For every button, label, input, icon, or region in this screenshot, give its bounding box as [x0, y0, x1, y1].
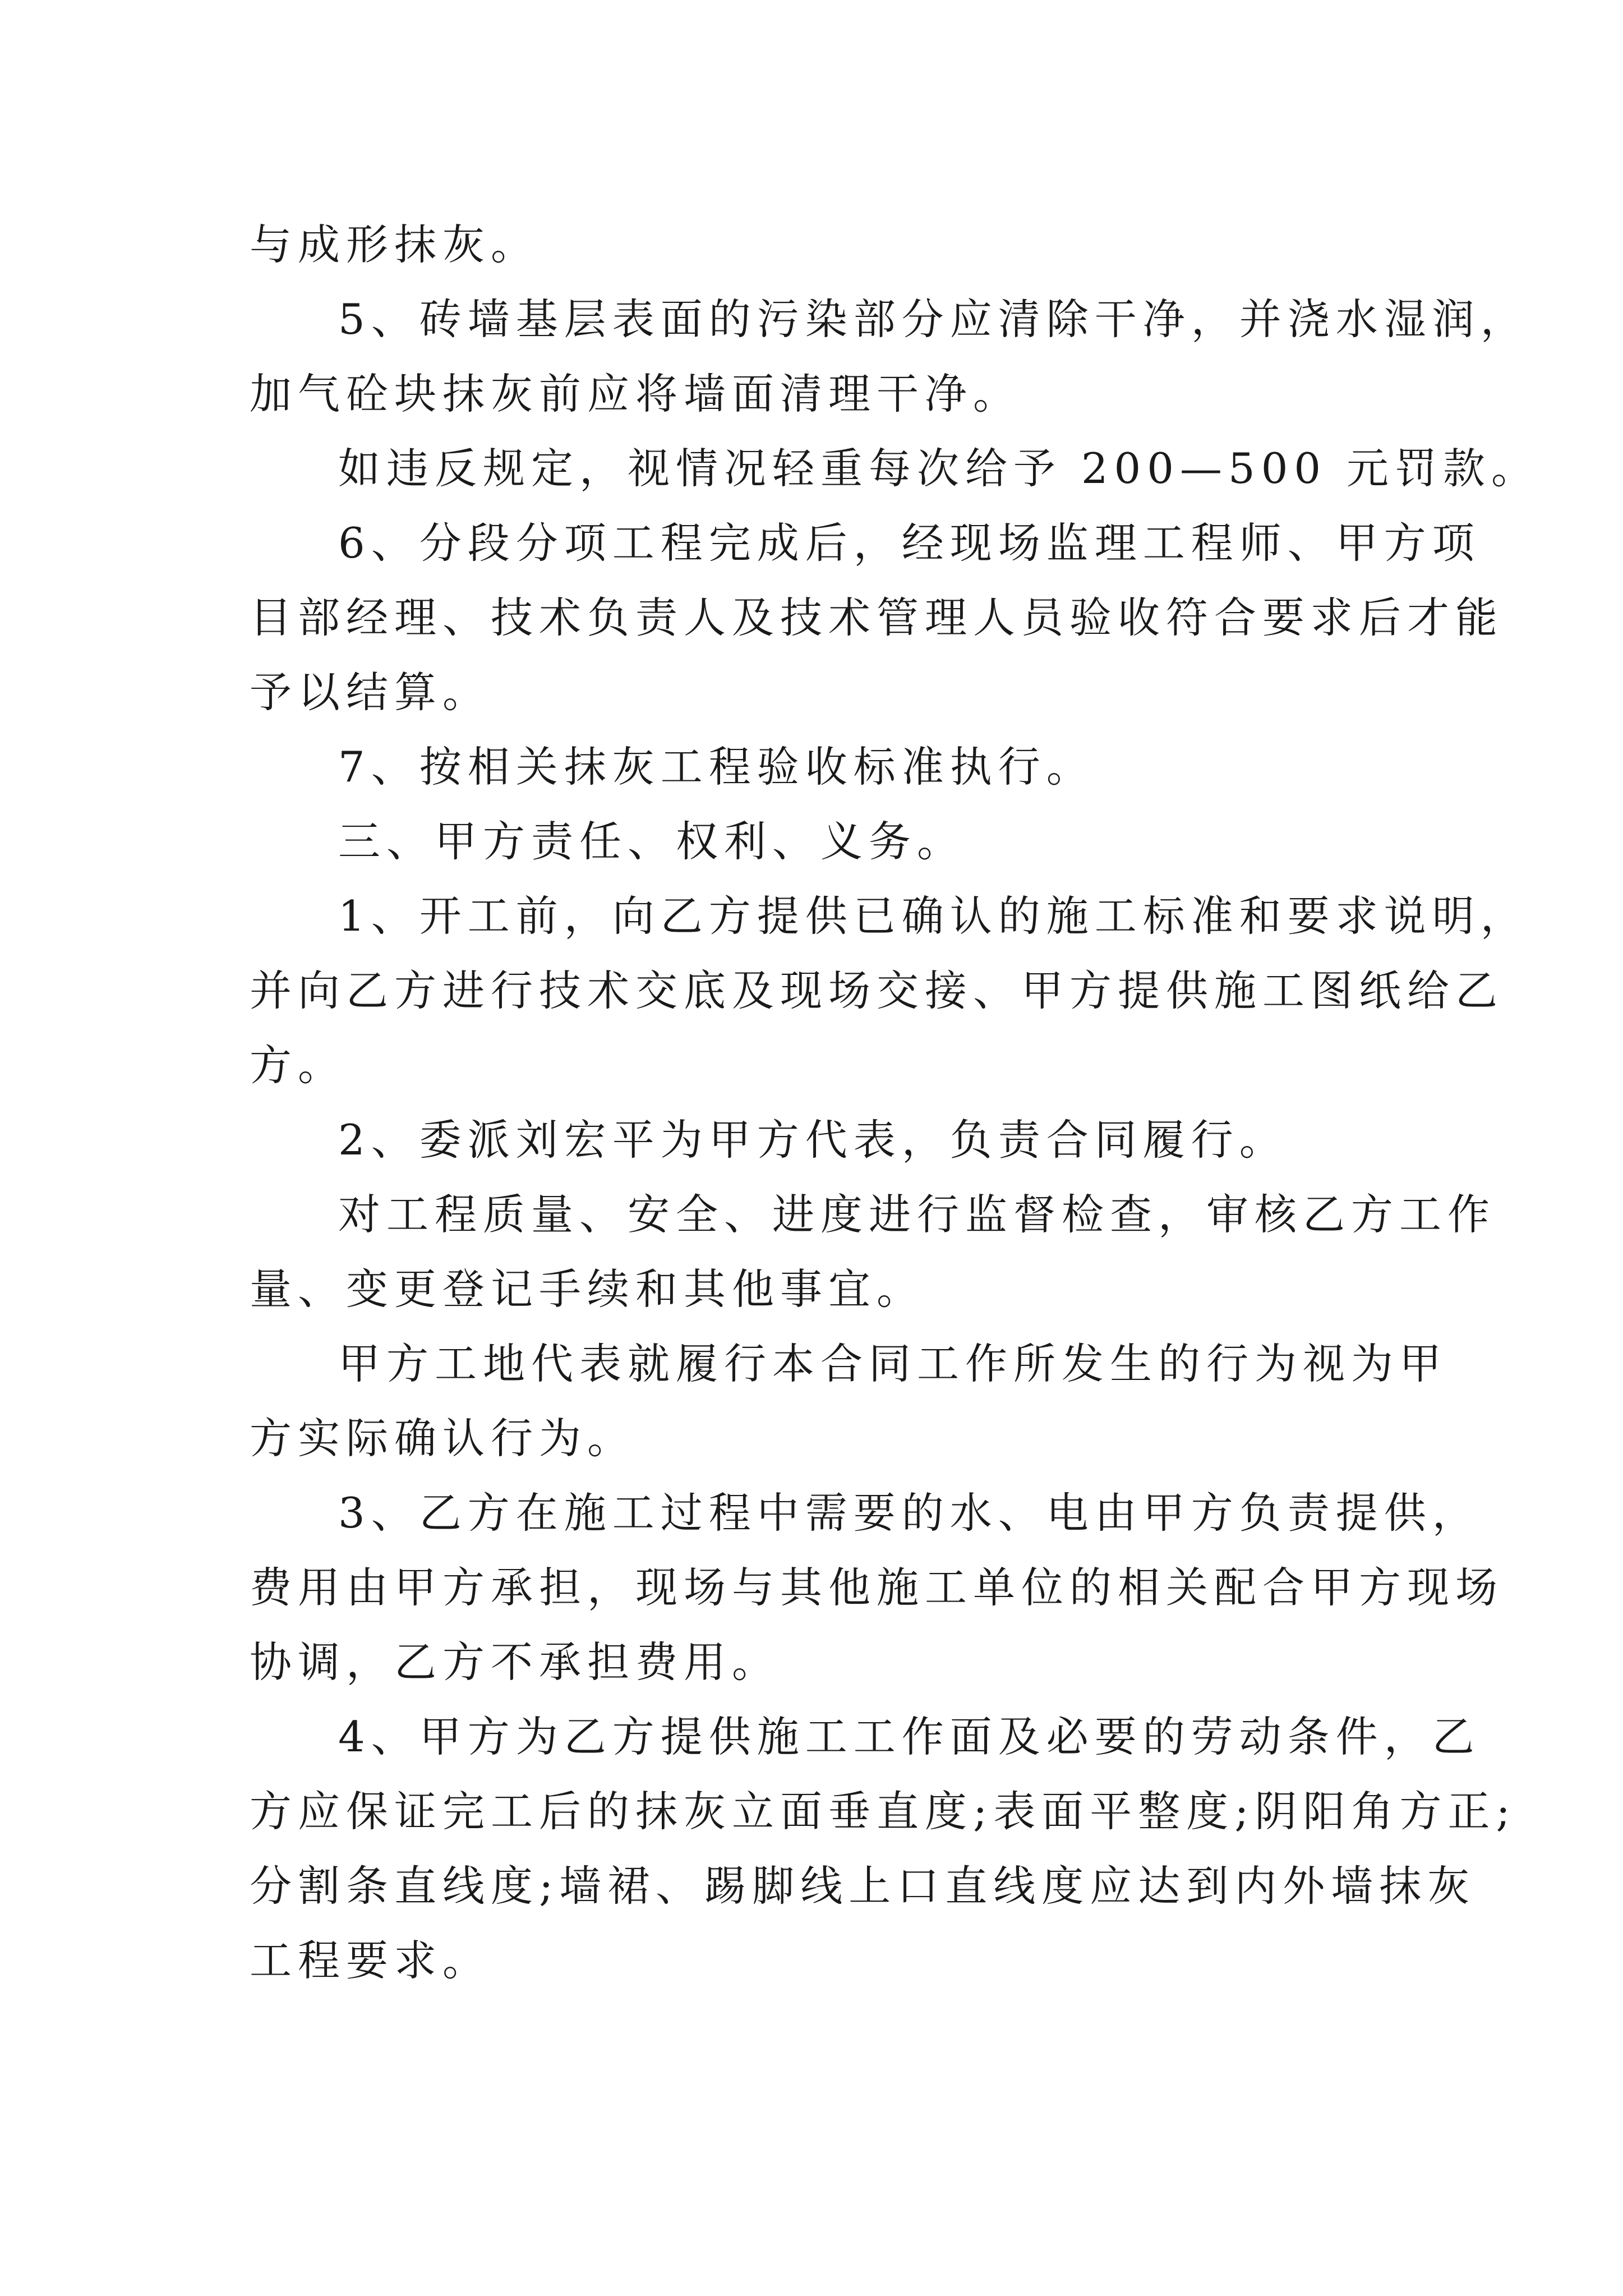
text-line: 6、分段分项工程完成后，经现场监理工程师、甲方项 — [338, 518, 1481, 568]
text-line: 2、委派刘宏平为甲方代表，负责合同履行。 — [338, 1115, 1288, 1165]
text-line: 甲方工地代表就履行本合同工作所发生的行为视为甲 — [338, 1339, 1448, 1388]
section-heading — [250, 804, 1391, 879]
paragraph — [250, 1327, 1448, 1476]
text-line: 4、甲方为乙方提供施工工作面及必要的劳动条件，乙 — [338, 1712, 1481, 1761]
paragraph — [250, 1177, 1496, 1327]
text-line: 7、按相关抹灰工程验收标准执行。 — [338, 742, 1095, 792]
paragraph — [250, 1103, 1391, 1177]
paragraph — [250, 431, 1539, 506]
paragraph — [250, 1700, 1516, 1998]
text-line: 协调，乙方不承担费用。 — [250, 1637, 781, 1687]
text-line: 如违反规定，视情况轻重每次给予 200—500 元罚款。 — [338, 444, 1539, 493]
document-body — [250, 208, 1539, 1998]
text-line: 方实际确认行为。 — [250, 1414, 636, 1463]
text-line: 3、乙方在施工过程中需要的水、电由甲方负责提供， — [338, 1488, 1481, 1538]
paragraph — [250, 282, 1529, 431]
text-line: 方应保证完工后的抹灰立面垂直度;表面平整度;阴阳角方正; — [250, 1787, 1516, 1836]
text-line: 费用由甲方承担，现场与其他施工单位的相关配合甲方现场 — [250, 1563, 1504, 1612]
text-line: 量、变更登记手续和其他事宜。 — [250, 1264, 925, 1314]
text-line: 三、甲方责任、权利、义务。 — [338, 817, 966, 866]
text-line: 加气砼块抹灰前应将墙面清理干净。 — [250, 369, 1022, 418]
text-line: 1、开工前，向乙方提供已确认的施工标准和要求说明， — [338, 891, 1529, 941]
text-line: 目部经理、技术负责人及技术管理人员验收符合要求后才能 — [250, 593, 1504, 642]
text-line: 5、砖墙基层表面的污染部分应清除干净，并浇水湿润， — [338, 295, 1529, 344]
text-line: 方。 — [250, 1041, 347, 1090]
paragraph — [250, 506, 1504, 730]
text-line: 分割条直线度;墙裙、踢脚线上口直线度应达到内外墙抹灰 — [250, 1861, 1476, 1911]
text-line: 与成形抹灰。 — [250, 220, 540, 269]
text-line: 对工程质量、安全、进度进行监督检查，审核乙方工作 — [338, 1190, 1496, 1239]
text-line: 工程要求。 — [250, 1936, 491, 1985]
text-line: 并向乙方进行技术交底及现场交接、甲方提供施工图纸给乙 — [250, 966, 1504, 1015]
text-line: 予以结算。 — [250, 668, 491, 717]
paragraph — [250, 1476, 1504, 1700]
paragraph — [250, 730, 1391, 804]
paragraph — [250, 879, 1529, 1103]
paragraph — [250, 208, 1391, 282]
